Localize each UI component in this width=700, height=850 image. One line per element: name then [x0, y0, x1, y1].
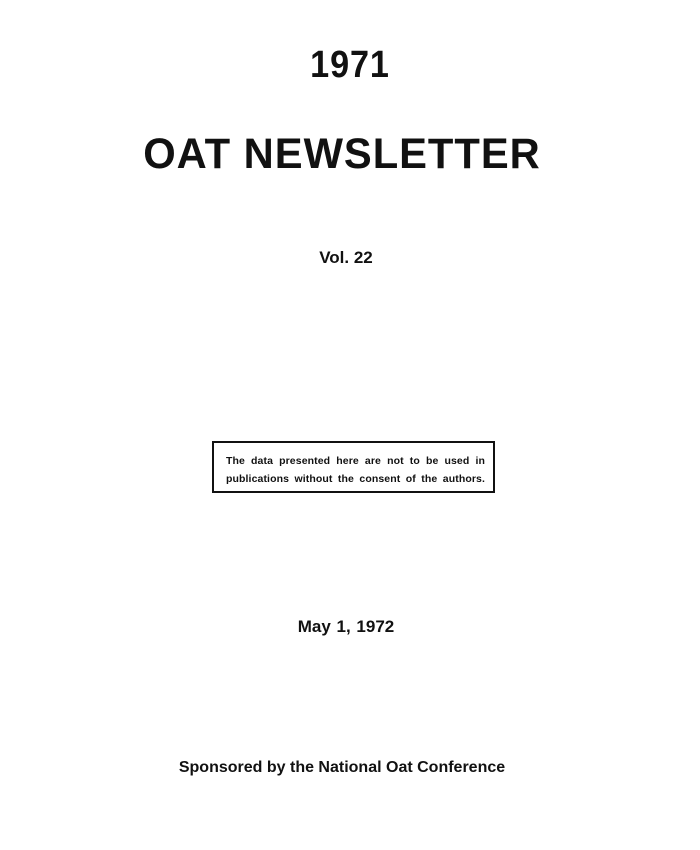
newsletter-title: OAT NEWSLETTER: [143, 130, 541, 178]
usage-notice-line-2: publications without the consent of the authors.: [226, 473, 485, 485]
volume-label: Vol. 22: [319, 248, 373, 267]
usage-notice-line-1: The data presented here are not to be used in: [226, 455, 485, 467]
usage-notice-box: [212, 441, 495, 493]
sponsor-line: Sponsored by the National Oat Conference: [178, 759, 506, 776]
publication-date: May 1, 1972: [297, 617, 395, 636]
year-heading: 1971: [310, 44, 390, 86]
